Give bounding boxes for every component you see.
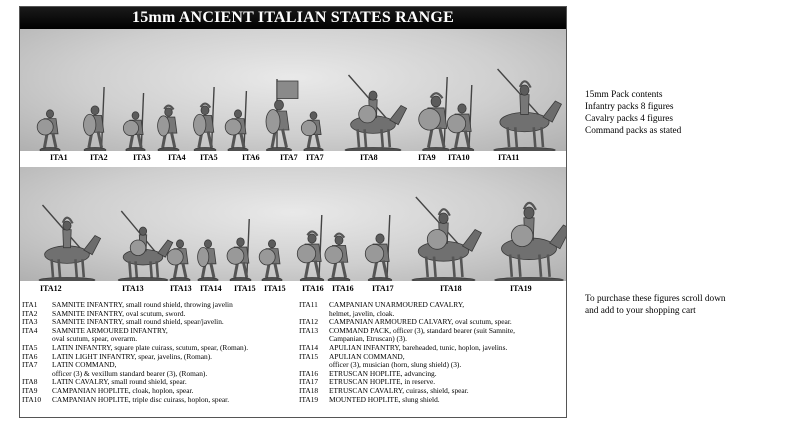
- legend-description: oval scutum, spear, overarm.: [52, 334, 138, 344]
- legend-code: ITA3: [22, 317, 38, 327]
- figures-photo-row-2: [20, 167, 566, 281]
- legend-code: ITA16: [299, 368, 319, 378]
- catalog-sheet: [19, 6, 567, 418]
- infantry-miniature: [82, 85, 108, 149]
- command-pack-note: Command packs as stated: [585, 126, 682, 136]
- legend-description: LATIN COMMAND,: [52, 360, 117, 370]
- cavalry-miniature: [32, 201, 102, 279]
- legend-description: CAMPANIAN ARMOURED CALVARY, oval scutum, spear.: [329, 317, 512, 327]
- infantry-miniature: [298, 213, 326, 279]
- figure-code-label: ITA15: [264, 284, 286, 293]
- legend-code: ITA13: [299, 325, 319, 335]
- legend-code: ITA1: [22, 300, 38, 309]
- legend-description: SAMNITE INFANTRY, oval scutum, sword.: [52, 308, 186, 318]
- legend-description: CAMPANIAN UNARMOURED CAVALRY,: [329, 300, 465, 309]
- figure-code-label: ITA16: [302, 284, 324, 293]
- figure-code-label: ITA6: [242, 153, 260, 162]
- figure-code-label: ITA7: [306, 153, 324, 162]
- legend-entry: [299, 353, 565, 370]
- figures-photo-row-1: [20, 29, 566, 151]
- figure-code-label: ITA13: [122, 284, 144, 293]
- legend-code: ITA17: [299, 377, 319, 387]
- infantry-miniature: [302, 91, 325, 149]
- legend-code: ITA7: [22, 360, 38, 370]
- legend-column-left: [22, 301, 294, 404]
- cavalry-pack-note: Cavalry packs 4 figures: [585, 114, 674, 124]
- legend-code: ITA5: [22, 342, 38, 352]
- legend-code: ITA10: [22, 394, 42, 404]
- figure-code-label: ITA3: [133, 153, 151, 162]
- infantry-miniature: [168, 219, 192, 279]
- legend-description: SAMNITE ARMOURED INFANTRY,: [52, 325, 168, 335]
- figure-code-label: ITA10: [448, 153, 470, 162]
- legend-description: LATIN CAVALRY, small round shield, spear.: [52, 377, 187, 387]
- figure-code-label: ITA13: [170, 284, 192, 293]
- legend-description: ETRUSCAN HOPLITE, advancing.: [329, 368, 437, 378]
- infantry-miniature: [366, 213, 394, 279]
- legend-description: officer (3), musician (horn, slung shield) (3).: [329, 360, 462, 370]
- legend-code: ITA11: [299, 300, 318, 309]
- legend-description: SAMNITE INFANTRY, small round shield, throwing javelin: [52, 300, 233, 309]
- infantry-miniature: [124, 91, 147, 149]
- legend-description: SAMNITE INFANTRY, small round shield, spear/javelin.: [52, 317, 224, 327]
- legend-code: ITA8: [22, 377, 38, 387]
- infantry-pack-note: Infantry packs 8 figures: [585, 102, 674, 112]
- legend-entry: [299, 301, 565, 318]
- legend-code: ITA12: [299, 317, 319, 327]
- figure-code-label: ITA12: [40, 284, 62, 293]
- legend-description: APULIAN INFANTRY, bareheaded, tunic, hoplon, javelins.: [329, 342, 508, 352]
- infantry-miniature: [264, 79, 294, 149]
- cavalry-miniature: [338, 71, 408, 149]
- cavalry-miniature: [404, 193, 483, 279]
- legend-description: Campanian, Etruscan) (3).: [329, 334, 407, 344]
- legend-entry: [22, 396, 294, 405]
- legend-code: ITA15: [299, 351, 319, 361]
- legend-code: ITA4: [22, 325, 38, 335]
- purchase-line-1: To purchase these figures scroll down: [585, 294, 726, 304]
- legend-description: MOUNTED HOPLITE, slung shield.: [329, 394, 440, 404]
- legend-code: ITA14: [299, 342, 319, 352]
- figure-code-label: ITA18: [440, 284, 462, 293]
- figure-code-label: ITA17: [372, 284, 394, 293]
- infantry-miniature: [156, 87, 181, 149]
- legend-description: COMMAND PACK, officer (3), standard bearer (suit Samnite,: [329, 325, 515, 335]
- figure-code-label: ITA19: [510, 284, 532, 293]
- infantry-miniature: [226, 89, 250, 149]
- legend-description: CAMPANIAN HOPLITE, triple disc cuirass, hoplon, spear.: [52, 394, 230, 404]
- figure-code-label: ITA8: [360, 153, 378, 162]
- legend-code: ITA9: [22, 385, 38, 395]
- range-title: 15mm ANCIENT ITALIAN STATES RANGE: [20, 7, 566, 29]
- pack-contents-info: [585, 89, 681, 137]
- legend-description: helmet, javelin, cloak.: [329, 308, 395, 318]
- figure-codes-row-1: [20, 152, 566, 166]
- legend-description: APULIAN COMMAND,: [329, 351, 405, 361]
- figure-code-label: ITA7: [280, 153, 298, 162]
- infantry-miniature: [196, 219, 220, 279]
- cavalry-miniature: [486, 65, 563, 149]
- legend-code: ITA6: [22, 351, 38, 361]
- figure-code-label: ITA16: [332, 284, 354, 293]
- legend-code: ITA19: [299, 394, 319, 404]
- figure-code-label: ITA1: [50, 153, 68, 162]
- infantry-miniature: [192, 85, 218, 149]
- purchase-line-2: and add to your shopping cart: [585, 306, 696, 316]
- figure-code-label: ITA2: [90, 153, 108, 162]
- figure-codes-row-2: [20, 283, 566, 297]
- legend-code: ITA2: [22, 308, 38, 318]
- pack-contents-heading: 15mm Pack contents: [585, 90, 663, 100]
- legend-description: LATIN INFANTRY, square plate cuirass, scutum, spear, (Roman).: [52, 342, 249, 352]
- legend-description: ETRUSCAN CAVALRY, cuirass, shield, spear.: [329, 385, 469, 395]
- cavalry-miniature: [112, 207, 174, 279]
- figure-code-label: ITA15: [234, 284, 256, 293]
- infantry-miniature: [448, 83, 476, 149]
- figure-code-label: ITA9: [418, 153, 436, 162]
- cavalry-miniature: [486, 187, 566, 279]
- legend-description: ETRUSCAN HOPLITE, in reserve.: [329, 377, 436, 387]
- legend-description: officer (3) & vexillum standard bearer (3), (Roman).: [52, 368, 208, 378]
- legend-entry: [22, 327, 294, 344]
- infantry-miniature: [38, 89, 62, 149]
- legend-code: ITA18: [299, 385, 319, 395]
- figure-code-label: ITA14: [200, 284, 222, 293]
- infantry-miniature: [326, 215, 352, 279]
- legend-entry: [299, 327, 565, 344]
- figure-code-label: ITA5: [200, 153, 218, 162]
- legend-description: CAMPANIAN HOPLITE, cloak, hoplon, spear.: [52, 385, 194, 395]
- legend-entry: [22, 361, 294, 378]
- legend-description: LATIN LIGHT INFANTRY, spear, javelins, (Roman).: [52, 351, 213, 361]
- legend-entry: [299, 396, 565, 405]
- figure-code-label: ITA4: [168, 153, 186, 162]
- legend-column-right: [299, 301, 565, 404]
- infantry-miniature: [228, 217, 253, 279]
- figure-code-label: ITA11: [498, 153, 520, 162]
- infantry-miniature: [260, 219, 284, 279]
- purchase-instructions: [585, 293, 785, 317]
